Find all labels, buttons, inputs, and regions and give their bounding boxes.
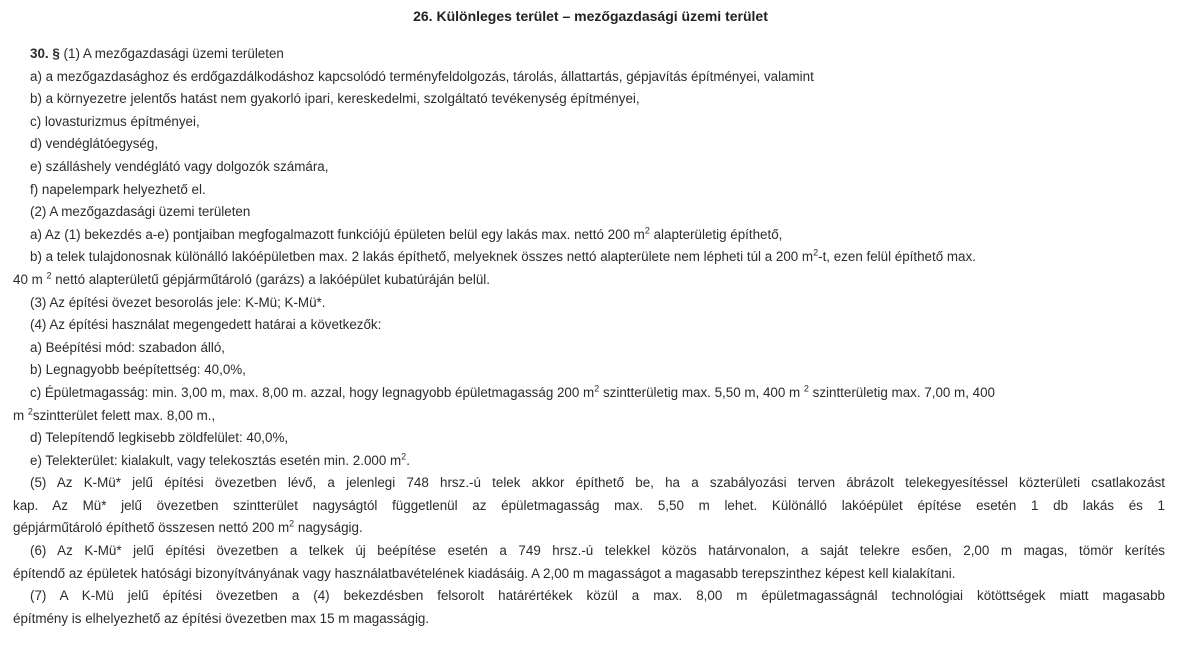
text: szintterületig max. 7,00 m, 400 [808,384,995,400]
superscript: 2 [644,225,650,236]
item-1b: b) a környezetre jelentős hatást nem gyakorló ipari, kereskedelmi, szolgáltató tevékenység építményei, [30,91,640,107]
item-2a [13,224,1165,247]
text: b) a telek tulajdonosnak különálló lakóépületben max. 2 lakás építhető, melyeknek összes nettó alapterülete nem lépheti túl a 200 m [30,249,814,265]
text: nettó alapterületű gépjárműtároló (garázs) a lakóépület kubatúráján belül. [51,271,490,287]
item-4d: d) Telepítendő legkisebb zöldfelület: 40,0%, [30,430,289,446]
item-2b-line2 [13,269,1165,292]
superscript: 2 [594,383,600,394]
item-1c: c) lovasturizmus építményei, [30,113,200,129]
item-4b: b) Legnagyobb beépítettség: 40,0%, [30,362,246,378]
text: szintterületig max. 5,50 m, 400 m [599,384,804,400]
text: e) Telekterület: kialakult, vagy telekosztás esetén min. 2.000 m [30,452,402,468]
text: (1) A mezőgazdasági üzemi területen [63,46,284,61]
superscript: 2 [289,519,295,529]
paragraph-5-line1: (5) Az K-Mü* jelű építési övezetben lévő, a jelenlegi 748 hrsz.-ú telek akkor építhető be, ha a szabályozási terven ábrázolt telekegyesítéssel közterületi csatlakozást [30,475,1165,491]
text: gépjárműtároló építhető összesen nettó 200 m [13,520,290,536]
superscript: 2 [27,406,33,417]
text: alapterületig építhető, [649,226,783,242]
superscript: 2 [803,383,809,394]
text: nagyságig. [294,520,363,536]
paragraph-7-line2: építmény is elhelyezhető az építési övezetben max 15 m magasságig. [13,610,430,626]
paragraph-3: (3) Az építési övezet besorolás jele: K-Mü; K-Mü*. [30,294,326,310]
item-2b-line1 [13,246,1165,269]
item-4c-line1 [13,382,1165,405]
paragraph-2-intro: (2) A mezőgazdasági üzemi területen [30,204,251,220]
item-4e [13,450,1165,473]
text: m [13,407,28,423]
text: -t, ezen felül építhető max. [818,249,976,265]
text: szintterület felett max. 8,00 m., [32,407,216,423]
item-4a: a) Beépítési mód: szabadon álló, [30,339,226,355]
item-4c-line2 [13,405,1165,428]
paragraph-6-line1: (6) Az K-Mü* jelű építési övezetben a telkek új beépítése esetén a 749 hrsz.-ú telekkel közös határvonalon, a saját telekre esően, 2,00 m magas, tömör kerítés [30,543,1165,559]
paragraph-4-intro: (4) Az építési használat megengedett határai a következők: [30,317,382,333]
text: a) Az (1) bekezdés a-e) pontjaiban megfogalmazott funkciójú épületen belül egy lakás max. nettó 200 m [30,226,645,242]
item-1e: e) szálláshely vendéglátó vagy dolgozók számára, [30,158,329,174]
text: c) Épületmagasság: min. 3,00 m, max. 8,00 m. azzal, hogy legnagyobb épületmagasság 200 m [30,384,595,400]
paragraph-7-line1: (7) A K-Mü jelű építési övezetben a (4) bekezdésben felsorolt határértékek közül a max. 8,00 m épületmagasságnál technológiai kötöttségek miatt magasabb [30,588,1165,604]
item-1a: a) a mezőgazdasághoz és erdőgazdálkodáshoz kapcsolódó terményfeldolgozás, tárolás, állattartás, gépjavítás építményei, valamint [30,68,814,84]
section-number: 30. § [30,46,60,61]
text: . [406,452,410,468]
paragraph-5-line2: kap. Az Mü* jelű övezetben szintterület nagyságtól függetlenül az épületmagasság max. 5,50 m lehet. Különálló lakóépület építése esetén 1 db lakás és 1 [13,497,1165,513]
paragraph-1-intro [13,43,1165,66]
superscript: 2 [401,451,407,462]
superscript: 2 [46,270,52,281]
section-body [13,43,1165,630]
paragraph-5-line3 [13,517,1165,540]
superscript: 2 [813,247,819,258]
text: 40 m [13,271,47,287]
item-1f: f) napelempark helyezhető el. [30,181,206,197]
item-1d: d) vendéglátóegység, [30,136,159,152]
paragraph-6-line2: építendő az épületek hatósági bizonyítványának vagy használatbavételének kiadásáig. A 2,00 m magasságot a magasabb terepszinthez képest kell kialakítani. [13,565,956,581]
page-title: 26. Különleges terület – mezőgazdasági üzemi terület [413,8,768,24]
